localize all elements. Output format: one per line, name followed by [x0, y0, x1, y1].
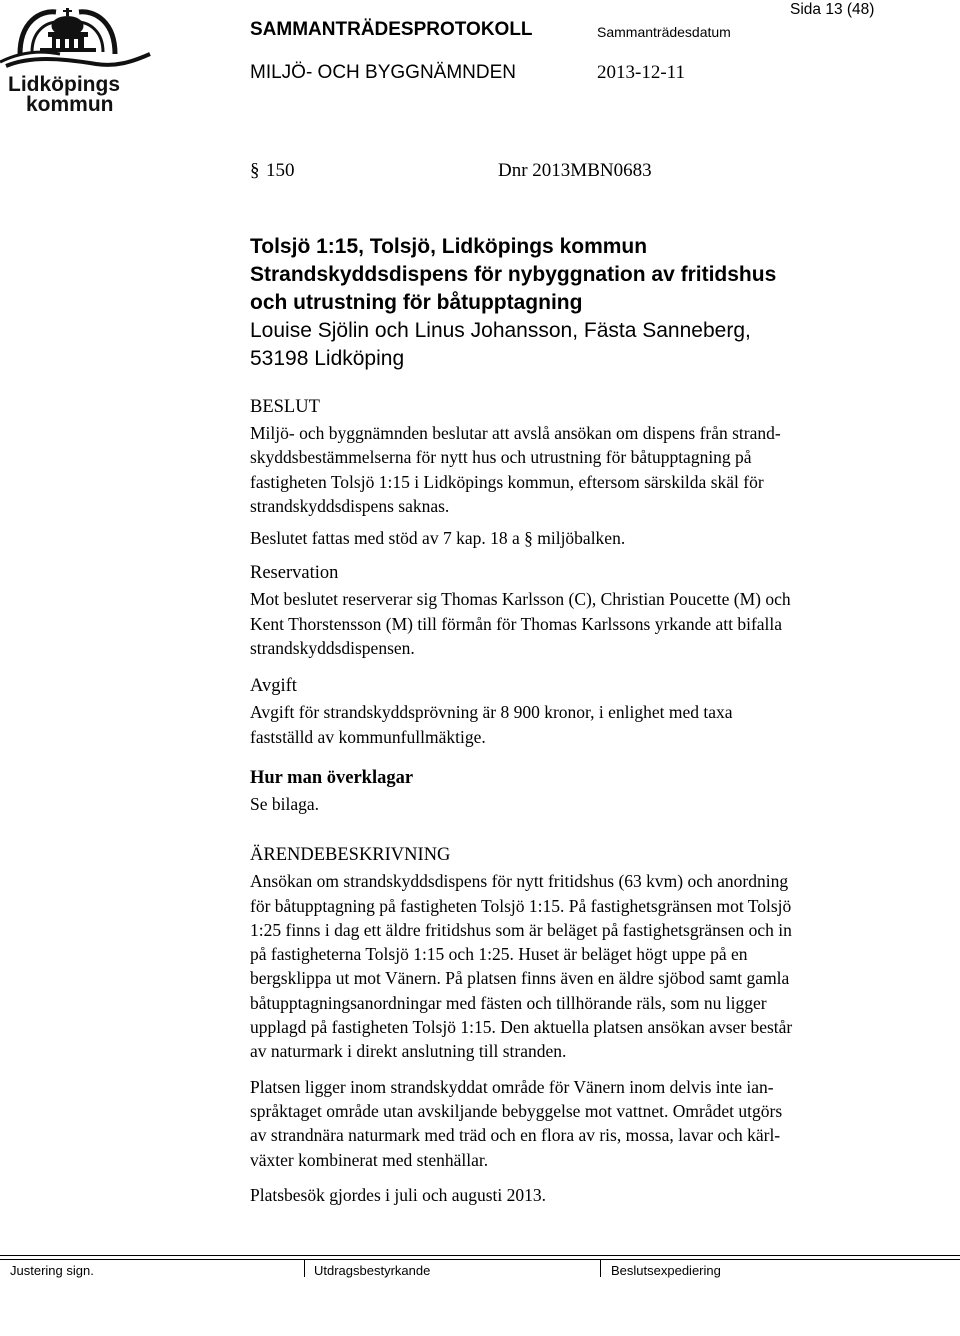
footer-rule	[0, 1259, 960, 1260]
logo-text-line2: kommun	[26, 93, 114, 114]
arendebeskrivning-paragraph-2	[250, 1075, 910, 1172]
document-body	[250, 394, 910, 1207]
title-line: och utrustning för båtupptagning	[250, 291, 583, 314]
legal-basis-law: miljöbalken.	[537, 528, 626, 549]
document-type: SAMMANTRÄDESPROTOKOLL	[250, 19, 533, 40]
footer-rule	[0, 1255, 960, 1256]
text-line: Kent Thorstensson (M) till förmån för Thomas Karlssons yrkande att bifalla	[250, 613, 783, 634]
text-line: strandskyddsdispens saknas.	[250, 495, 450, 516]
text-line: på fastigheterna Tolsjö 1:15 och 1:25. Huset är beläget högt uppe på en	[250, 944, 748, 965]
reservation-text	[250, 587, 910, 660]
title-line: Strandskyddsdispens för nybyggnation av fritidshus	[250, 263, 777, 286]
text-line: Platsen ligger inom strandskyddat område för Vänern inom delvis inte ian-	[250, 1076, 774, 1097]
footer-justering: Justering sign.	[10, 1263, 94, 1278]
text-line: Ansökan om strandskyddsdispens för nytt fritidshus (63 kvm) och anordning	[250, 871, 789, 892]
date-label: Sammanträdesdatum	[597, 24, 731, 40]
avgift-text	[250, 700, 910, 749]
text-line: fastigheten Tolsjö 1:15 i Lidköpings kommun, eftersom särskilda skäl för	[250, 471, 764, 492]
text-line: upplagd på fastigheten Tolsjö 1:15. Den aktuella platsen ansökan avser består	[250, 1017, 793, 1038]
reservation-heading: Reservation	[250, 563, 339, 584]
logo-text-line1: Lidköpings	[8, 73, 120, 96]
committee-name: MILJÖ- OCH BYGGNÄMNDEN	[250, 62, 517, 83]
footer-beslutsexpediering: Beslutsexpediering	[611, 1263, 721, 1278]
lidkoping-kommun-logo	[0, 2, 160, 114]
beslut-text	[250, 421, 910, 518]
text-line: bergsklippa ut mot Vänern. På platsen finns även en äldre sjöbod samt gamla	[250, 968, 790, 989]
footer-utdragsbestyrkande: Utdragsbestyrkande	[314, 1263, 431, 1278]
overklagan-text: Se bilaga.	[250, 793, 320, 814]
text-line: av naturmark i direkt anslutning till stranden.	[250, 1041, 567, 1062]
arendebeskrivning-heading: ÄRENDEBESKRIVNING	[250, 845, 451, 866]
avgift-heading: Avgift	[250, 676, 297, 697]
beslut-heading: BESLUT	[250, 397, 320, 417]
text-line: 1:25 finns i dag ett äldre fritidshus som är beläget på fastighetsgränsen och in	[250, 919, 792, 940]
case-title	[250, 233, 900, 373]
text-line: Avgift för strandskyddsprövning är 8 900 kronor, i enlighet med taxa	[250, 702, 733, 723]
text-line: växter kombinerat med stenhällar.	[250, 1149, 489, 1170]
text-line: båtupptagningsanordningar med fästen och tillhörande räls, som nu ligger	[250, 992, 767, 1013]
footer-divider	[600, 1259, 601, 1277]
text-line: fastställd av kommunfullmäktige.	[250, 726, 486, 747]
footer-divider	[304, 1259, 305, 1277]
text-line: för båtupptagning på fastigheten Tolsjö 1:15. På fastighetsgränsen mot Tolsjö	[250, 895, 792, 916]
legal-basis	[250, 526, 910, 550]
section-sign: §	[250, 160, 260, 181]
section-sign: §	[524, 528, 533, 549]
text-line: språktaget område utan avskiljande bebyggelse mot vattnet. Området utgörs	[250, 1100, 783, 1121]
section-number: 150	[266, 160, 295, 181]
text-line: Mot beslutet reserverar sig Thomas Karlsson (C), Christian Poucette (M) och	[250, 589, 791, 610]
title-line: Tolsjö 1:15, Tolsjö, Lidköpings kommun	[250, 235, 648, 258]
legal-basis-text: Beslutet fattas med stöd av 7 kap. 18 a	[250, 528, 520, 549]
arendebeskrivning-paragraph-1	[250, 869, 910, 1063]
text-line: av strandnära naturmark med träd och en flora av ris, mossa, lavar och kärl-	[250, 1125, 781, 1146]
text-line: strandskyddsdispensen.	[250, 638, 415, 659]
arendebeskrivning-paragraph-3: Platsbesök gjordes i juli och augusti 2013.	[250, 1184, 547, 1205]
applicant-address-line: 53198 Lidköping	[250, 347, 405, 370]
text-line: Miljö- och byggnämnden beslutar att avslå ansökan om dispens från strand-	[250, 423, 781, 443]
text-line: skyddsbestämmelserna för nytt hus och utrustning för båtupptagning på	[250, 447, 752, 468]
applicant-line: Louise Sjölin och Linus Johansson, Fästa Sanneberg,	[250, 319, 751, 342]
meeting-date: 2013-12-11	[597, 62, 685, 83]
overklagan-heading: Hur man överklagar	[250, 767, 414, 788]
diary-number: Dnr 2013MBN0683	[498, 160, 652, 181]
page-number: Sida 13 (48)	[790, 1, 875, 18]
